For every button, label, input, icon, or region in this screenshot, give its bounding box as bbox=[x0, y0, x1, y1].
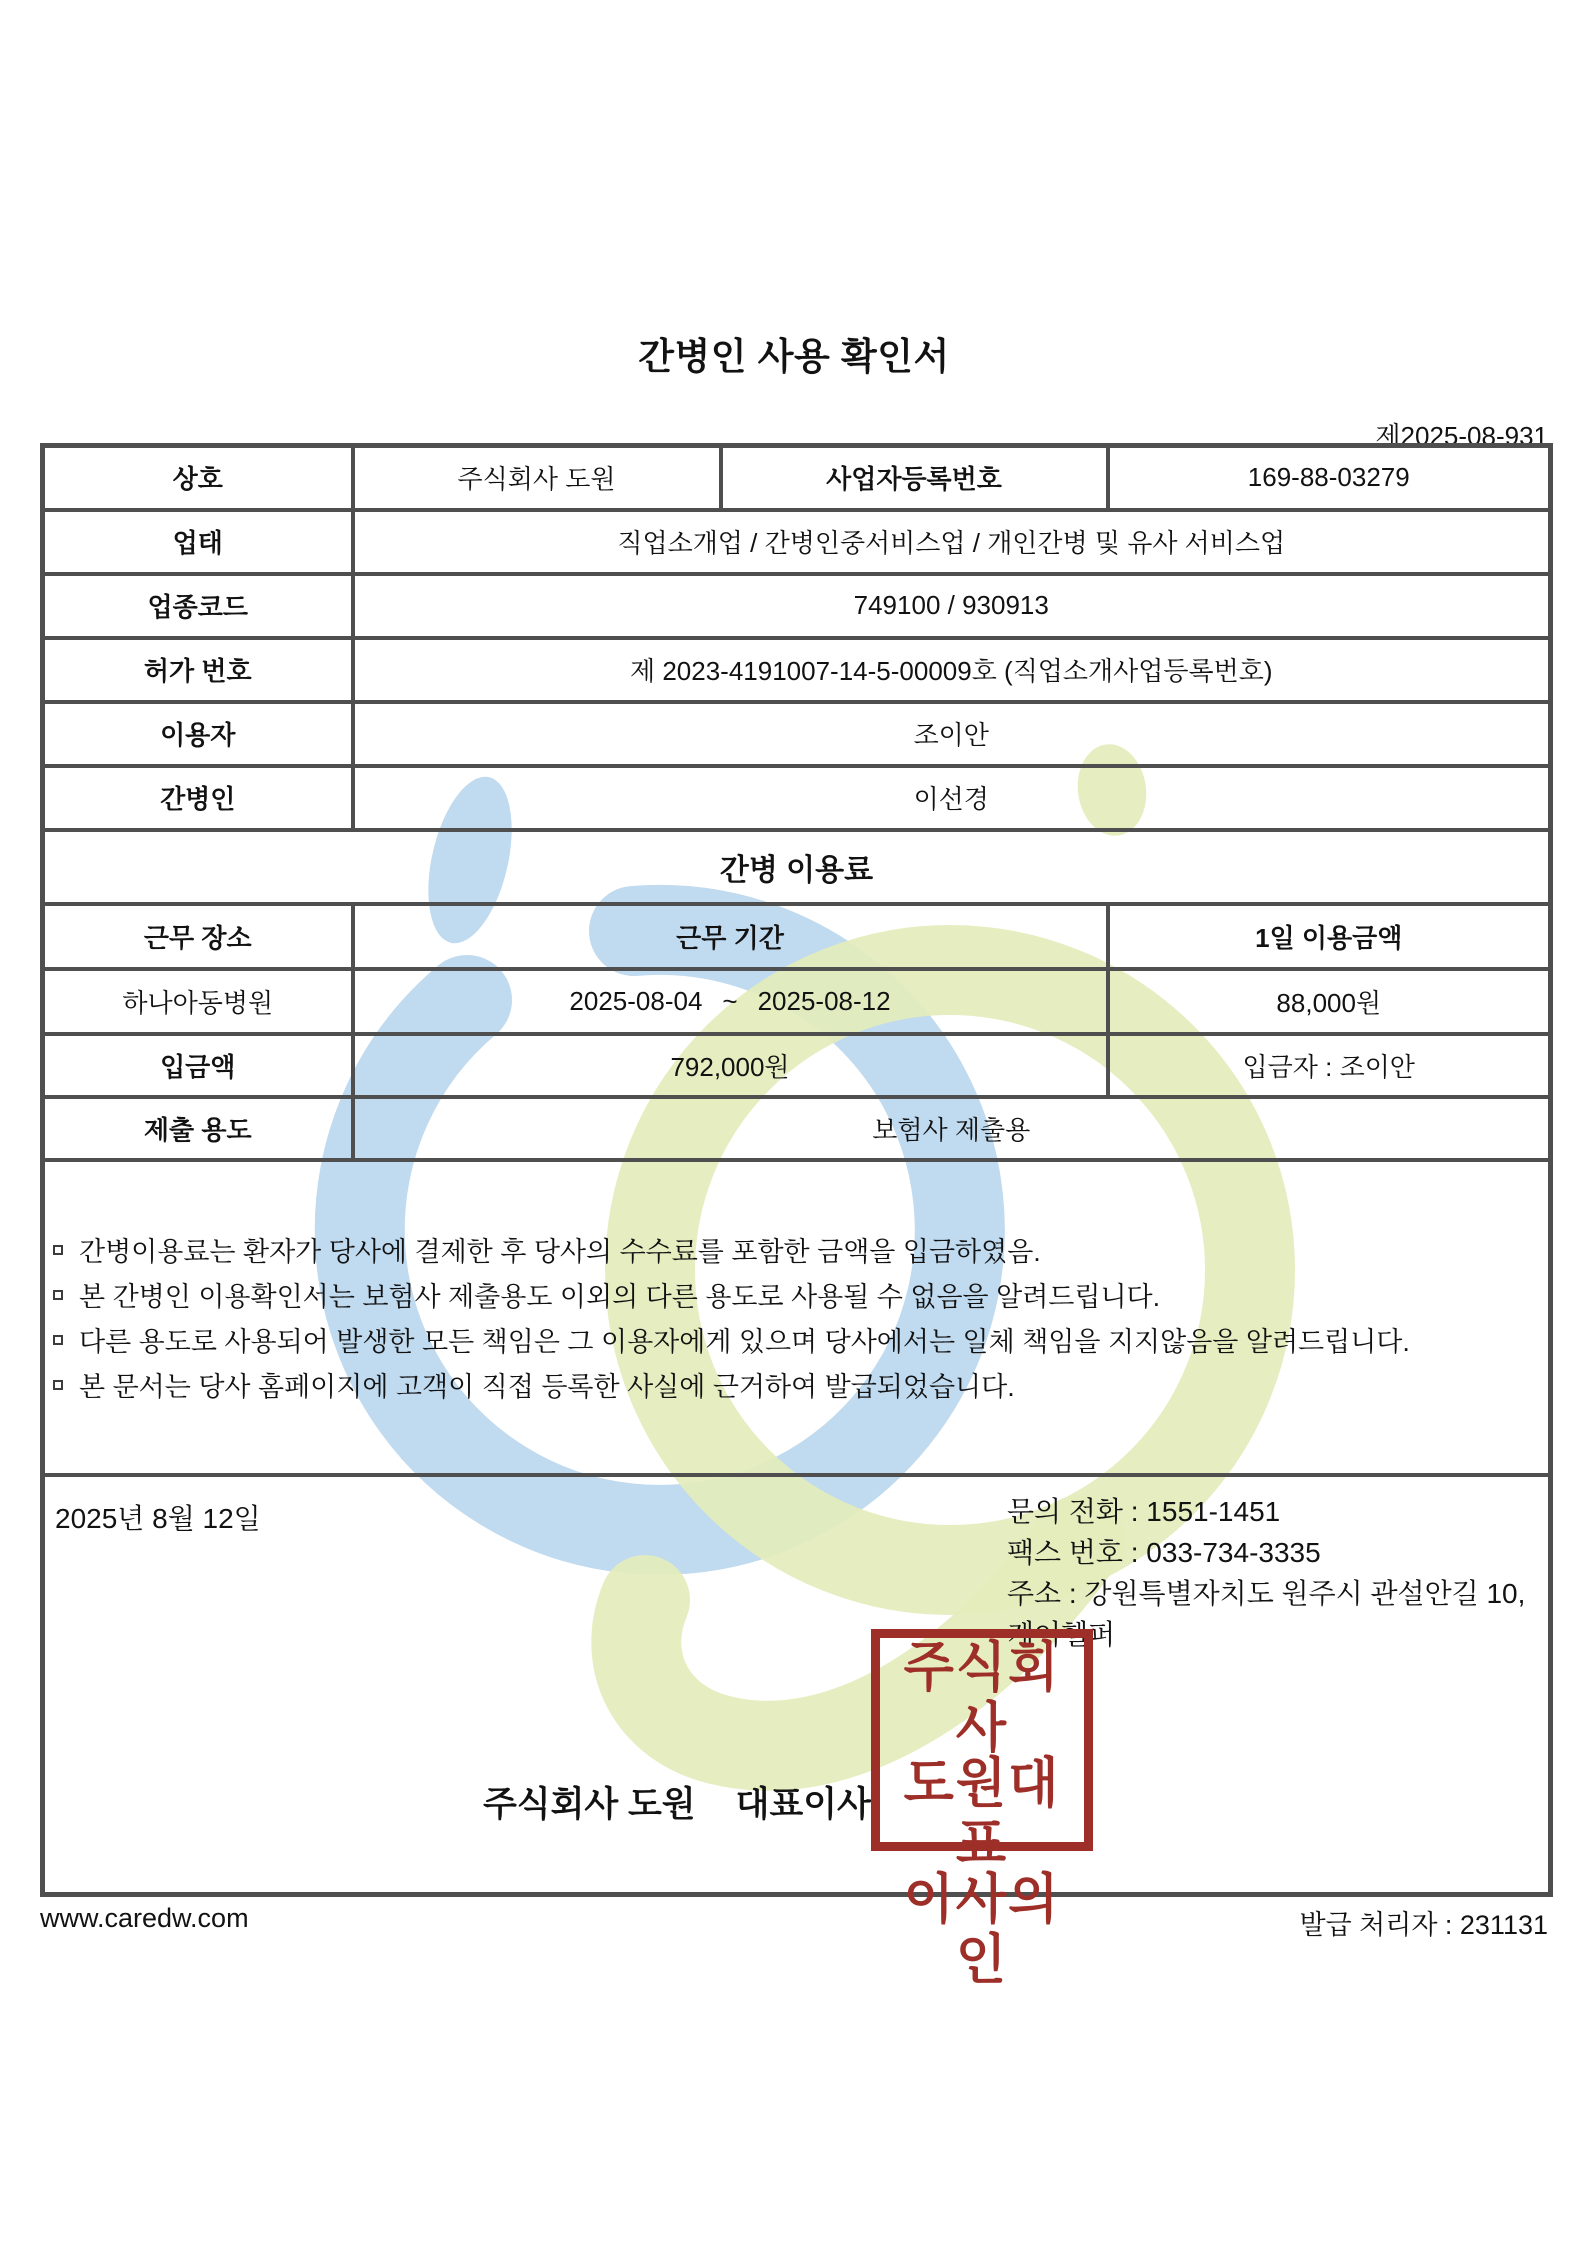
period-to: 2025-08-12 bbox=[757, 985, 891, 1016]
depositor-sep: : bbox=[1317, 1051, 1340, 1082]
corporate-seal-stamp bbox=[871, 1629, 1093, 1990]
page-title: 간병인 사용 확인서 bbox=[638, 336, 950, 377]
daily-value: 88,000원 bbox=[1108, 969, 1551, 1034]
period-value bbox=[353, 969, 1108, 1034]
place-value: 하나아동병원 bbox=[43, 969, 353, 1034]
company-label: 상호 bbox=[43, 446, 353, 510]
square-bullet-icon bbox=[53, 1335, 63, 1345]
note-item bbox=[53, 1272, 1540, 1317]
row-deposit bbox=[43, 1034, 1551, 1097]
row-permit bbox=[43, 638, 1551, 702]
row-user bbox=[43, 702, 1551, 766]
square-bullet-icon bbox=[53, 1380, 63, 1390]
square-bullet-icon bbox=[53, 1245, 63, 1255]
row-biz-type bbox=[43, 510, 1551, 574]
signature-role: 대표이사 bbox=[735, 1784, 871, 1824]
purpose-label: 제출 용도 bbox=[43, 1097, 353, 1160]
depositor-label: 입금자 bbox=[1242, 1051, 1318, 1082]
biz-reg-label: 사업자등록번호 bbox=[721, 446, 1108, 510]
permit-value: 제 2023-4191007-14-5-00009호 (직업소개사업등록번호) bbox=[353, 638, 1551, 702]
note-item bbox=[53, 1317, 1540, 1362]
period-tilde: ~ bbox=[722, 985, 738, 1016]
note-item bbox=[53, 1362, 1540, 1407]
deposit-value: 792,000원 bbox=[353, 1034, 1108, 1097]
contact-fax: 팩스 번호 : 033-734-3335 bbox=[1007, 1536, 1321, 1568]
note-item bbox=[53, 1227, 1540, 1272]
signature-company: 주식회사 도원 bbox=[483, 1784, 696, 1824]
row-caregiver bbox=[43, 766, 1551, 830]
row-purpose bbox=[43, 1097, 1551, 1160]
user-label: 이용자 bbox=[43, 702, 353, 766]
row-fee-values bbox=[43, 969, 1551, 1034]
deposit-label: 입금액 bbox=[43, 1034, 353, 1097]
seal-text-row: 도원대표 bbox=[903, 1753, 1061, 1874]
website-url: www.caredw.com bbox=[40, 1903, 249, 1933]
depositor-cell bbox=[1108, 1034, 1551, 1097]
industry-code-label: 업종코드 bbox=[43, 574, 353, 638]
issue-date: 2025년 8월 12일 bbox=[55, 1502, 261, 1534]
contact-phone: 문의 전화 : 1551-1451 bbox=[1007, 1495, 1281, 1527]
contact-address: 주소 : 강원특별자치도 원주시 관설안길 10, 케어헬퍼 bbox=[1007, 1577, 1526, 1650]
fee-section-title: 간병 이용료 bbox=[43, 830, 1551, 904]
row-fee-header bbox=[43, 904, 1551, 969]
row-company bbox=[43, 446, 1551, 510]
period-from: 2025-08-04 bbox=[569, 985, 703, 1016]
biz-type-label: 업태 bbox=[43, 510, 353, 574]
note-text: 본 문서는 당사 홈페이지에 고객이 직접 등록한 사실에 근거하여 발급되었습니다. bbox=[79, 1372, 1015, 1402]
note-text: 다른 용도로 사용되어 발생한 모든 책임은 그 이용자에게 있으며 당사에서는 일체 책임을 지지않음을 알려드립니다. bbox=[79, 1327, 1410, 1357]
place-label: 근무 장소 bbox=[43, 904, 353, 969]
notes-cell bbox=[43, 1160, 1551, 1475]
issuer-id: 발급 처리자 : 231131 bbox=[1299, 1910, 1548, 1940]
industry-code-value: 749100 / 930913 bbox=[353, 574, 1551, 638]
period-label: 근무 기간 bbox=[353, 904, 1108, 969]
seal-text-row: 주식회사 bbox=[903, 1637, 1061, 1758]
note-text: 본 간병인 이용확인서는 보험사 제출용도 이외의 다른 용도로 사용될 수 없음을 알려드립니다. bbox=[79, 1282, 1161, 1312]
caregiver-label: 간병인 bbox=[43, 766, 353, 830]
permit-label: 허가 번호 bbox=[43, 638, 353, 702]
signature-line bbox=[483, 1777, 871, 1827]
row-industry-code bbox=[43, 574, 1551, 638]
company-value: 주식회사 도원 bbox=[353, 446, 721, 510]
square-bullet-icon bbox=[53, 1290, 63, 1300]
caregiver-value: 이선경 bbox=[353, 766, 1551, 830]
document-number: 제2025-08-931 bbox=[1375, 421, 1548, 451]
user-value: 조이안 bbox=[353, 702, 1551, 766]
row-notes bbox=[43, 1160, 1551, 1475]
row-fee-section-title bbox=[43, 830, 1551, 904]
note-text: 간병이용료는 환자가 당사에 결제한 후 당사의 수수료를 포함한 금액을 입금하였음. bbox=[79, 1237, 1041, 1267]
depositor-value: 조이안 bbox=[1339, 1051, 1415, 1082]
daily-label: 1일 이용금액 bbox=[1108, 904, 1551, 969]
seal-text-row: 이사의인 bbox=[903, 1869, 1061, 1990]
biz-reg-value: 169-88-03279 bbox=[1108, 446, 1551, 510]
purpose-value: 보험사 제출용 bbox=[353, 1097, 1551, 1160]
biz-type-value: 직업소개업 / 간병인중서비스업 / 개인간병 및 유사 서비스업 bbox=[353, 510, 1551, 574]
row-footer bbox=[43, 1475, 1551, 1895]
